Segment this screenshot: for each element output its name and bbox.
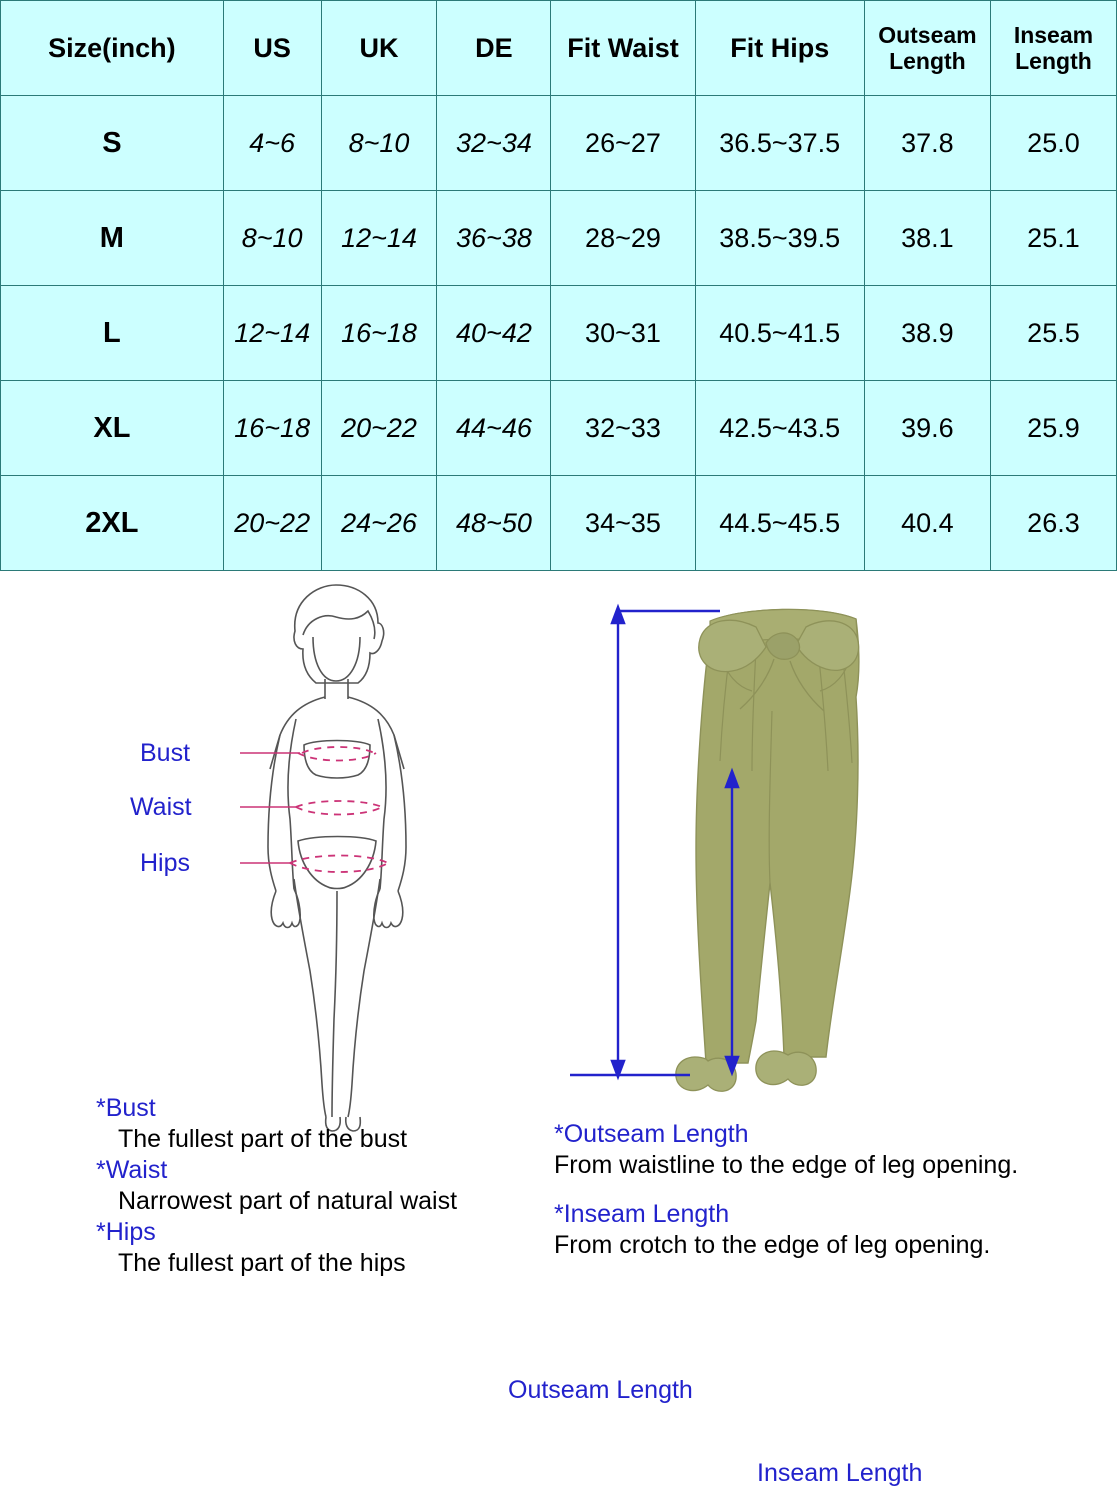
size-chart-table	[0, 0, 1117, 571]
cell-de: 48~50	[437, 476, 551, 571]
column-header-fit-waist: Fit Waist	[551, 1, 695, 96]
cell-fit-hips: 36.5~37.5	[695, 96, 864, 191]
column-header-size: Size(inch)	[1, 1, 224, 96]
cell-fit-waist: 34~35	[551, 476, 695, 571]
note-head-outseam: *Outseam Length	[554, 1120, 749, 1148]
table-header-row	[1, 1, 1117, 96]
cell-outseam: 38.9	[864, 286, 990, 381]
cell-fit-waist: 28~29	[551, 191, 695, 286]
note-head-bust: *Bust	[96, 1094, 156, 1122]
column-header-outseam-length: Outseam Length	[864, 1, 990, 96]
label-waist: Waist	[130, 793, 192, 821]
table-row	[1, 96, 1117, 191]
pants-illustration	[560, 591, 1100, 1131]
cell-size: XL	[1, 381, 224, 476]
note-body-bust: The fullest part of the bust	[118, 1125, 408, 1153]
cell-size: L	[1, 286, 224, 381]
notes-right-column	[554, 1120, 1018, 1262]
cell-uk: 12~14	[321, 191, 437, 286]
cell-outseam: 37.8	[864, 96, 990, 191]
notes-left-column	[96, 1094, 457, 1280]
cell-size: 2XL	[1, 476, 224, 571]
cell-us: 8~10	[223, 191, 321, 286]
table-row	[1, 476, 1117, 571]
table-row	[1, 381, 1117, 476]
cell-us: 16~18	[223, 381, 321, 476]
pants-svg	[560, 591, 1100, 1131]
cell-fit-waist: 30~31	[551, 286, 695, 381]
table-row	[1, 286, 1117, 381]
cell-outseam: 39.6	[864, 381, 990, 476]
waist-measure-line	[296, 801, 382, 807]
cell-fit-hips: 42.5~43.5	[695, 381, 864, 476]
column-header-inseam-length: Inseam Length	[990, 1, 1116, 96]
label-inseam-length: Inseam Length	[757, 1459, 923, 1487]
cell-inseam: 25.1	[990, 191, 1116, 286]
note-head-hips: *Hips	[96, 1218, 156, 1246]
cell-de: 44~46	[437, 381, 551, 476]
column-header-uk: UK	[321, 1, 437, 96]
cell-fit-hips: 40.5~41.5	[695, 286, 864, 381]
cell-de: 40~42	[437, 286, 551, 381]
note-body-hips: The fullest part of the hips	[118, 1249, 406, 1277]
cell-inseam: 25.5	[990, 286, 1116, 381]
bust-measure-line	[302, 747, 374, 753]
cell-fit-waist: 26~27	[551, 96, 695, 191]
cell-uk: 8~10	[321, 96, 437, 191]
cell-us: 12~14	[223, 286, 321, 381]
cell-fit-hips: 38.5~39.5	[695, 191, 864, 286]
label-hips: Hips	[140, 849, 191, 877]
cell-inseam: 25.9	[990, 381, 1116, 476]
cell-uk: 20~22	[321, 381, 437, 476]
note-body-outseam: From waistline to the edge of leg opening.	[554, 1151, 1019, 1179]
note-head-waist: *Waist	[96, 1156, 168, 1184]
cell-uk: 16~18	[321, 286, 437, 381]
cell-de: 32~34	[437, 96, 551, 191]
cell-outseam: 40.4	[864, 476, 990, 571]
label-bust: Bust	[140, 739, 191, 767]
cell-de: 36~38	[437, 191, 551, 286]
cell-size: S	[1, 96, 224, 191]
note-head-inseam: *Inseam Length	[554, 1200, 730, 1228]
label-outseam-length: Outseam Length	[508, 1376, 693, 1404]
column-header-us: US	[223, 1, 321, 96]
cell-us: 20~22	[223, 476, 321, 571]
column-header-fit-hips: Fit Hips	[695, 1, 864, 96]
body-figure-illustration	[120, 579, 540, 1139]
column-header-de: DE	[437, 1, 551, 96]
cell-inseam: 26.3	[990, 476, 1116, 571]
note-body-inseam: From crotch to the edge of leg opening.	[554, 1231, 991, 1259]
cell-uk: 24~26	[321, 476, 437, 571]
cell-size: M	[1, 191, 224, 286]
note-body-waist: Narrowest part of natural waist	[118, 1187, 458, 1215]
cell-us: 4~6	[223, 96, 321, 191]
cell-inseam: 25.0	[990, 96, 1116, 191]
table-row	[1, 191, 1117, 286]
cell-fit-hips: 44.5~45.5	[695, 476, 864, 571]
cell-outseam: 38.1	[864, 191, 990, 286]
cell-fit-waist: 32~33	[551, 381, 695, 476]
